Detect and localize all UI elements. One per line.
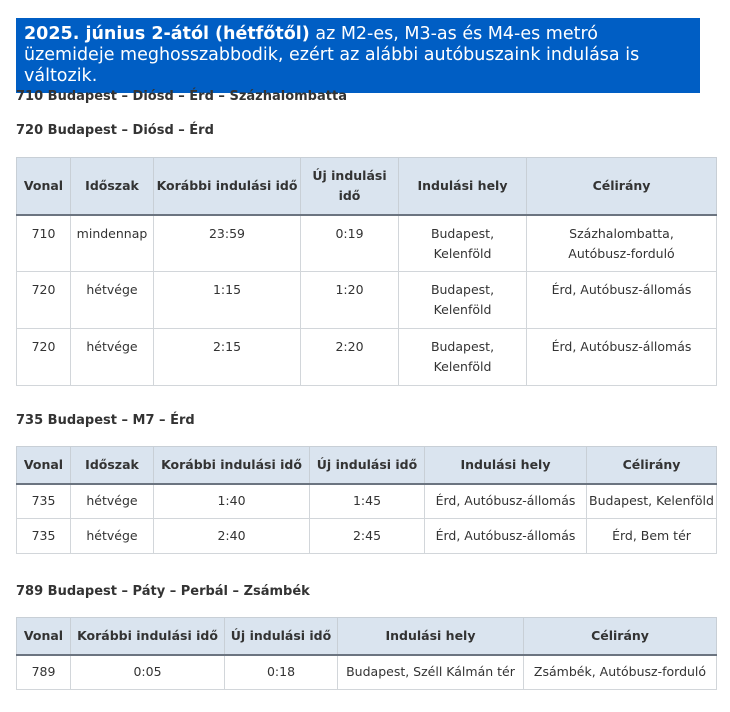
cell-vonal: 735 xyxy=(17,484,71,519)
col-header-korabbi: Korábbi indulási idő xyxy=(71,618,225,655)
cell-korabbi: 23:59 xyxy=(154,215,301,272)
col-header-vonal: Vonal xyxy=(17,447,71,484)
cell-uj: 2:45 xyxy=(310,519,425,554)
route-710-heading: 710 Budapest – Diósd – Érd – Százhalombatta xyxy=(16,89,347,104)
cell-korabbi: 0:05 xyxy=(71,655,225,690)
cell-idoszak: hétvége xyxy=(71,519,154,554)
col-header-celirany: Célirány xyxy=(587,447,717,484)
cell-indulasi-hely: Budapest, Kelenföld xyxy=(399,329,527,386)
col-header-vonal: Vonal xyxy=(17,618,71,655)
cell-indulasi-hely: Budapest, Széll Kálmán tér xyxy=(338,655,524,690)
notice-date: 2025. június 2-ától (hétfőtől) xyxy=(24,24,310,44)
cell-korabbi: 2:40 xyxy=(154,519,310,554)
cell-idoszak: hétvége xyxy=(71,272,154,329)
cell-celirany: Érd, Bem tér xyxy=(587,519,717,554)
cell-vonal: 720 xyxy=(17,329,71,386)
cell-uj: 0:18 xyxy=(225,655,338,690)
col-header-korabbi: Korábbi indulási idő xyxy=(154,447,310,484)
notice-text: az M2-es, M3-as és M4-es metró üzemideje meghosszabbodik, ezért az alábbi autóbuszaink indulása is változik. xyxy=(24,24,640,86)
col-header-indulasi-hely: Indulási hely xyxy=(338,618,524,655)
table-row xyxy=(17,484,717,519)
cell-idoszak: mindennap xyxy=(71,215,154,272)
cell-indulasi-hely: Budapest, Kelenföld xyxy=(399,272,527,329)
table-row xyxy=(17,272,717,329)
cell-celirany: Budapest, Kelenföld xyxy=(587,484,717,519)
notice-banner xyxy=(16,18,700,93)
table-row xyxy=(17,215,717,272)
col-header-uj: Új indulási idő xyxy=(310,447,425,484)
cell-indulasi-hely: Érd, Autóbusz-állomás xyxy=(425,484,587,519)
cell-indulasi-hely: Érd, Autóbusz-állomás xyxy=(425,519,587,554)
col-header-celirany: Célirány xyxy=(524,618,717,655)
cell-idoszak: hétvége xyxy=(71,484,154,519)
col-header-indulasi-hely: Indulási hely xyxy=(425,447,587,484)
cell-indulasi-hely: Budapest, Kelenföld xyxy=(399,215,527,272)
timetable-710-720 xyxy=(16,157,717,386)
cell-vonal: 710 xyxy=(17,215,71,272)
cell-uj: 2:20 xyxy=(301,329,399,386)
timetable-735 xyxy=(16,446,717,554)
cell-uj: 0:19 xyxy=(301,215,399,272)
col-header-uj: Új indulási idő xyxy=(225,618,338,655)
cell-celirany: Érd, Autóbusz-állomás xyxy=(527,272,717,329)
col-header-uj: Új indulási idő xyxy=(301,158,399,215)
route-720-heading: 720 Budapest – Diósd – Érd xyxy=(16,123,214,138)
col-header-idoszak: Időszak xyxy=(71,158,154,215)
cell-korabbi: 1:40 xyxy=(154,484,310,519)
cell-celirany: Százhalombatta, Autóbusz-forduló xyxy=(527,215,717,272)
cell-korabbi: 1:15 xyxy=(154,272,301,329)
col-header-indulasi-hely: Indulási hely xyxy=(399,158,527,215)
cell-vonal: 720 xyxy=(17,272,71,329)
route-789-heading: 789 Budapest – Páty – Perbál – Zsámbék xyxy=(16,584,310,599)
cell-uj: 1:20 xyxy=(301,272,399,329)
col-header-idoszak: Időszak xyxy=(71,447,154,484)
cell-uj: 1:45 xyxy=(310,484,425,519)
cell-celirany: Zsámbék, Autóbusz-forduló xyxy=(524,655,717,690)
col-header-korabbi: Korábbi indulási idő xyxy=(154,158,301,215)
cell-idoszak: hétvége xyxy=(71,329,154,386)
cell-korabbi: 2:15 xyxy=(154,329,301,386)
cell-celirany: Érd, Autóbusz-állomás xyxy=(527,329,717,386)
route-735-heading: 735 Budapest – M7 – Érd xyxy=(16,413,195,428)
cell-vonal: 735 xyxy=(17,519,71,554)
timetable-789 xyxy=(16,617,717,690)
table-row xyxy=(17,655,717,690)
table-row xyxy=(17,519,717,554)
col-header-vonal: Vonal xyxy=(17,158,71,215)
col-header-celirany: Célirány xyxy=(527,158,717,215)
cell-vonal: 789 xyxy=(17,655,71,690)
table-row xyxy=(17,329,717,386)
